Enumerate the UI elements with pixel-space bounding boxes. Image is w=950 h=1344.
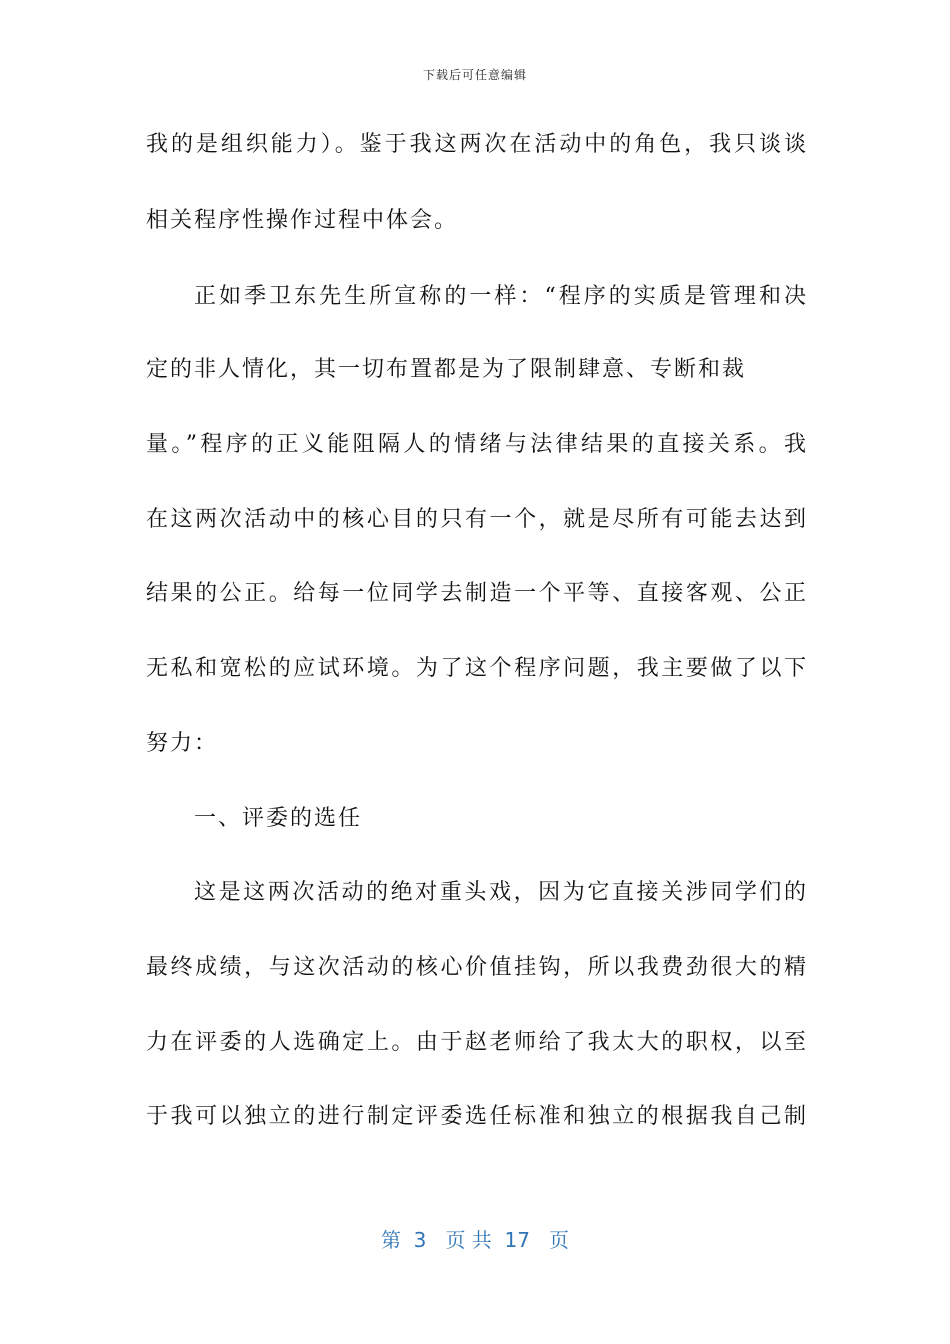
- body-line: 正如季卫东先生所宣称的一样：“程序的实质是管理和决: [194, 284, 806, 309]
- body-line: 最终成绩，与这次活动的核心价值挂钩，所以我费劲很大的精: [146, 955, 806, 980]
- section-heading: 一、评委的选任: [194, 806, 363, 831]
- page-header: 下载后可任意编辑: [422, 68, 527, 82]
- page-number-footer: 第 3 页 共 17 页: [380, 1228, 570, 1252]
- body-line: 无私和宽松的应试环境。为了这个程序问题，我主要做了以下: [146, 656, 806, 681]
- body-line: 力在评委的人选确定上。由于赵老师给了我太大的职权，以至: [146, 1030, 806, 1055]
- body-line: 相关程序性操作过程中体会。: [146, 208, 459, 233]
- body-line: 量。”程序的正义能阻隔人的情绪与法律结果的直接关系。我: [146, 432, 806, 457]
- body-line: 定的非人情化，其一切布置都是为了限制肆意、专断和裁: [146, 357, 747, 382]
- body-line: 于我可以独立的进行制定评委选任标准和独立的根据我自己制: [146, 1104, 806, 1129]
- body-line: 在这两次活动中的核心目的只有一个，就是尽所有可能去达到: [146, 507, 806, 532]
- body-line: 结果的公正。给每一位同学去制造一个平等、直接客观、公正: [146, 581, 806, 606]
- body-line: 这是这两次活动的绝对重头戏，因为它直接关涉同学们的: [194, 880, 806, 905]
- body-line: 我的是组织能力）。鉴于我这两次在活动中的角色，我只谈谈: [146, 132, 806, 157]
- body-line: 努力：: [146, 731, 219, 756]
